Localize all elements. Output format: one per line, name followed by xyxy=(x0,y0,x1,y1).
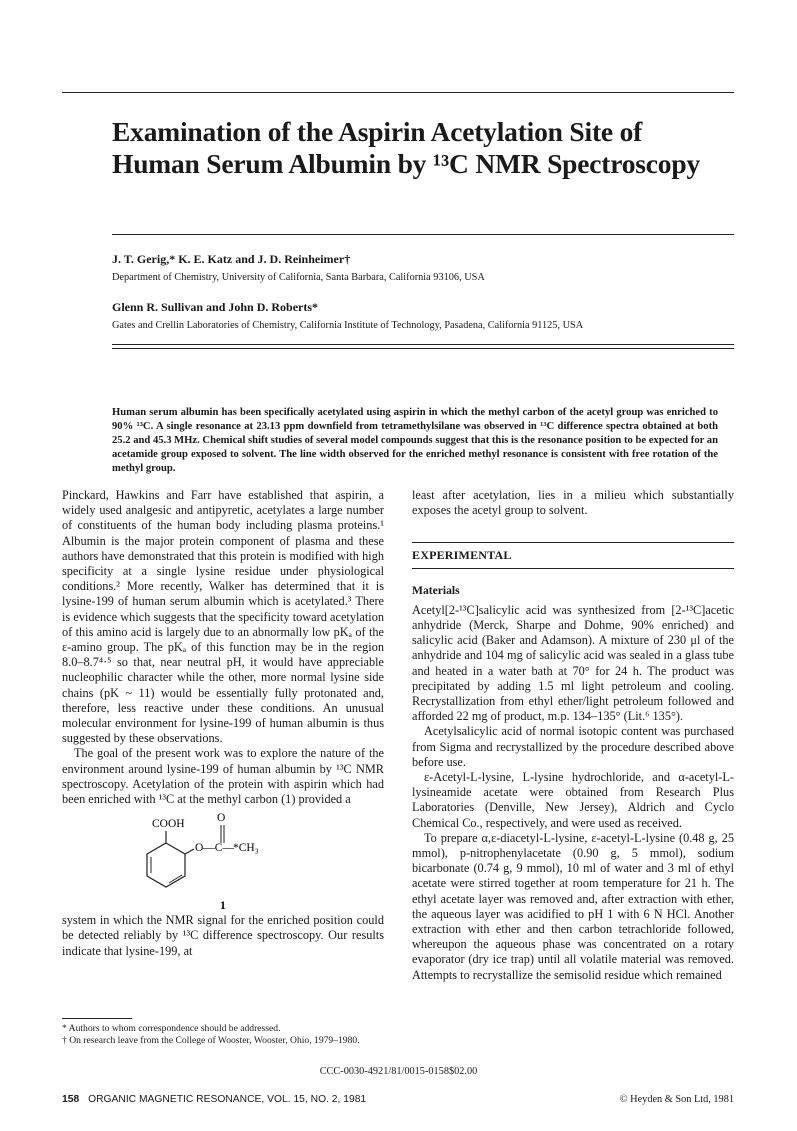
page-number: 158 xyxy=(62,1094,80,1105)
ester-link-label: O—C— xyxy=(195,842,234,855)
footnotes xyxy=(62,1023,384,1047)
benzene-ring xyxy=(147,843,185,887)
authors-rule-2 xyxy=(112,348,734,349)
footnote-leave: † On research leave from the College of Wooster, Wooster, Ohio, 1979–1980. xyxy=(62,1034,360,1046)
structure-number: 1 xyxy=(220,900,226,913)
body-paragraph: Pinckard, Hawkins and Farr have established that aspirin, a widely used analgesic and antipyretic, acetylates a large number of constituents of the human body including plasma proteins.¹ Albumin is the major protein component of plasma and these authors have demonstrated that this protein is modified with high specificity at a single lysine residue under physiological conditions.² More recently, Walker has determined that it is lysine-199 of human serum albumin which is acetylated.³ There is evidence which suggests that the specificity toward acetylation of this amino acid is largely due to an abnormally low pKₐ of the ε-amino group. The pKₐ of this function may be in the region 8.0–8.7⁴·⁵ so that, near neutral pH, it would have appreciable nucleophilic character while the other, more normal lysine side chains (pK ~ 11) would be essentially fully protonated and, therefore, less reactive under these conditions. An unusual molecular environment for lysine-199 of human albumin is thus suggested by these observations. xyxy=(62,488,384,746)
body-paragraph: Acetylsalicylic acid of normal isotopic content was purchased from Sigma and recrystallized by the procedure described above before use. xyxy=(412,724,734,769)
body-paragraph: least after acetylation, lies in a milieu which substantially exposes the acetyl group to solvent. xyxy=(412,488,734,518)
authors-group-1: J. T. Gerig,* K. E. Katz and J. D. Reinheimer† xyxy=(112,252,351,266)
top-rule xyxy=(62,92,734,93)
journal-name: ORGANIC MAGNETIC RESONANCE, VOL. 15, NO. 2, 1981 xyxy=(88,1094,367,1105)
cooh-label: COOH xyxy=(152,818,185,831)
title-rule xyxy=(112,234,734,235)
right-column xyxy=(412,488,734,983)
footnote-rule xyxy=(62,1018,132,1019)
document-code: CCC-0030-4921/81/0015-0158$02.00 xyxy=(319,1066,478,1077)
left-column xyxy=(62,488,384,959)
abstract: Human serum albumin has been specifically acetylated using aspirin in which the methyl carbon of the acetyl group was enriched to 90% ¹³C. A single resonance at 23.13 ppm downfield from tetramethylsilane was observed in ¹³C difference spectra obtained at both 25.2 and 45.3 MHz. Chemical shift studies of several model compounds suggest that this is the resonance position to be expected for an acetamide group exposed to solvent. The line width observed for the enriched methyl resonance is consistent with free rotation of the methyl group. xyxy=(112,407,718,474)
copyright: © Heyden & Son Ltd, 1981 xyxy=(619,1094,734,1105)
section-rule-bottom xyxy=(412,568,734,569)
body-paragraph: The goal of the present work was to explore the nature of the environment around lysine-199 of human albumin by ¹³C NMR spectroscopy. Acetylation of the protein with aspirin which had been enriched with ¹³C at the methyl carbon (1) provided a xyxy=(62,746,384,807)
authors-rule xyxy=(112,344,734,345)
body-paragraph: To prepare α,ε-diacetyl-L-lysine, ε-acetyl-L-lysine (0.48 g, 25 mmol), p-nitrophenylacetate (0.90 g, 5 mmol), sodium bicarbonate (0.74 g, 9 mmol), 10 ml of water and 3 ml of ethyl acetate were stirred together at room temperature for 21 h. The ethyl acetate layer was removed and, after extraction with ether, the aqueous layer was acidified to pH 1 with 6 N HCl. Another extraction with ether and then carbon tetrachloride followed, whereupon the aqueous phase was concentrated on a rotary evaporator (dry ice trap) until all volatile material was removed. Attempts to recrystallize the semisolid residue which remained xyxy=(412,830,734,982)
footnote-correspondence: * Authors to whom correspondence should be addressed. xyxy=(62,1023,281,1034)
carbonyl-o-label: O xyxy=(217,812,226,825)
body-paragraph: system in which the NMR signal for the enriched position could be detected reliably by ¹³C difference spectroscopy. Our results indicate that lysine-199, at xyxy=(62,913,384,958)
authors-group-2: Glenn R. Sullivan and John D. Roberts* xyxy=(112,300,319,314)
chemical-structure-1 xyxy=(62,807,384,913)
body-paragraph: Acetyl[2-¹³C]salicylic acid was synthesized from [2-¹³C]acetic anhydride (Merck, Sharpe and Dohme, 90% enriched) and salicylic acid (Baker and Adamson). A mixture of 230 μl of the anhydride and 104 mg of salicylic acid was sealed in a glass tube and heated in a water bath at 70° for 24 h. The product was precipitated by adding 1.5 ml light petroleum and cooling. Recrystallization from ethyl ether/light petroleum followed and afforded 22 mg of product, m.p. 134–135° (Lit.⁶ 135°). xyxy=(412,602,734,724)
subsection-heading-materials: Materials xyxy=(412,583,460,597)
body-paragraph: ε-Acetyl-L-lysine, L-lysine hydrochloride, and α-acetyl-L-lysineamide acetate were obtained from Research Plus Laboratories (Denville, New Jersey), Aldrich and Cyclo Chemical Co., respectively, and were used as received. xyxy=(412,770,734,830)
section-heading-experimental: EXPERIMENTAL xyxy=(412,548,512,563)
affiliation-2: Gates and Crellin Laboratories of Chemistry, California Institute of Technology, Pasadena, California 91125, USA xyxy=(112,320,584,331)
article-title: Examination of the Aspirin Acetylation Site of Human Serum Albumin by ¹³C NMR Spectroscopy xyxy=(112,116,700,179)
methyl-label: *CH₃ xyxy=(233,842,259,855)
bond-o xyxy=(185,849,194,854)
affiliation-1: Department of Chemistry, University of California, Santa Barbara, California 93106, USA xyxy=(112,272,485,283)
section-rule xyxy=(412,542,734,543)
page-footer xyxy=(62,1094,734,1105)
